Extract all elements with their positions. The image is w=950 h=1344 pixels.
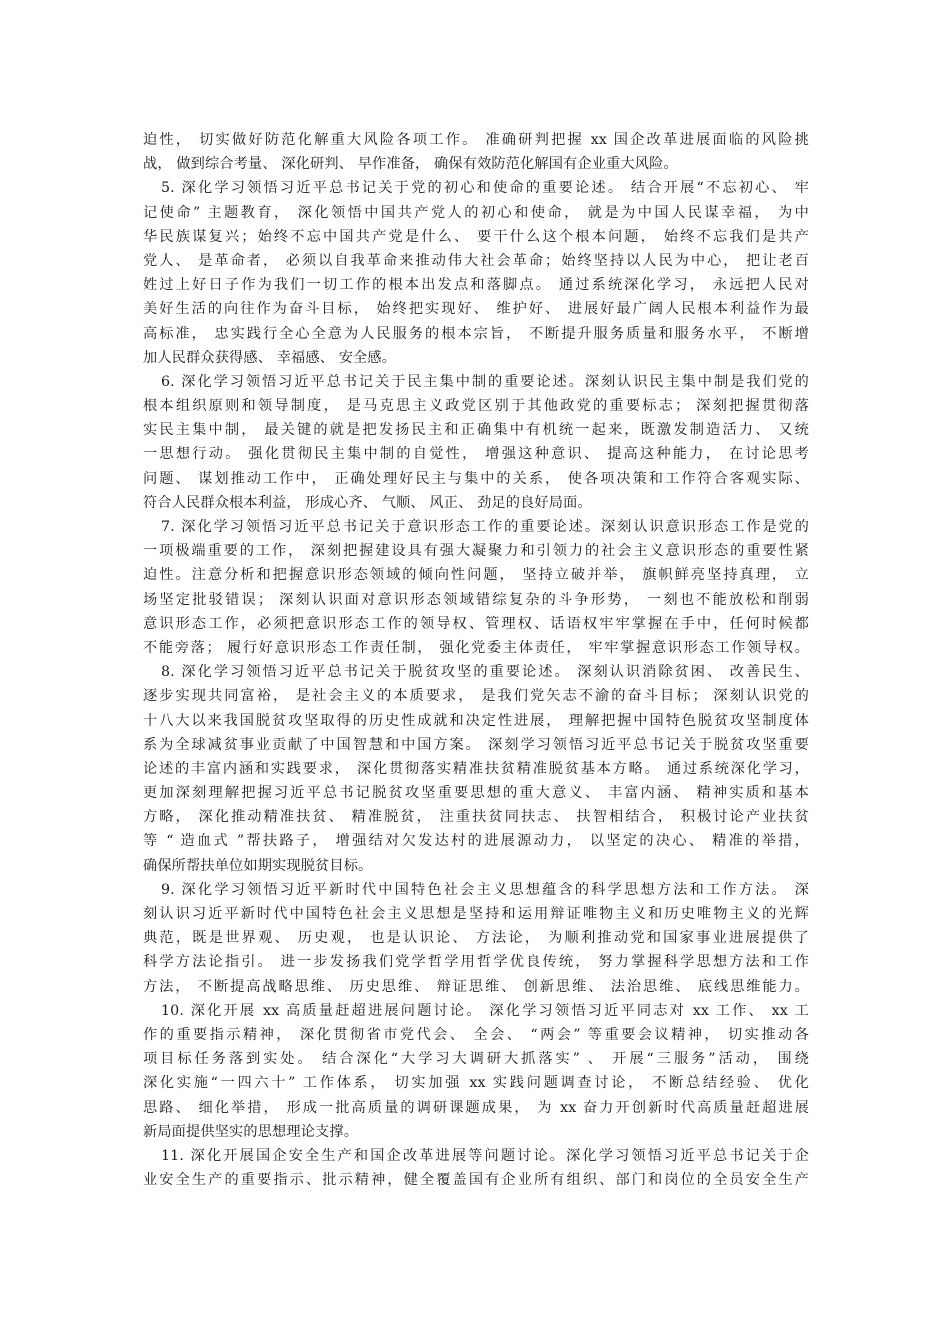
text-line: 战， 做到综合考量、 深化研判、 早作准备， 确保有效防范化解国有企业重大风险。 [143, 156, 678, 173]
text-line: 8. 深化学习领悟习近平总书记关于脱贫攻坚的重要论述。 深刻认识消除贫困、 改善民生、 [161, 664, 809, 681]
text-line: 典范，既是世界观、 历史观， 也是认识论、 方法论， 为顺利推动党和国家事业进展提供了 [143, 930, 809, 947]
text-line: 思路、 细化举措， 形成一批高质量的调研课题成果， 为 xx 奋力开创新时代高质量赶超进展 [143, 1099, 809, 1116]
text-line: 业安全生产的重要指示、批示精神，健全覆盖国有企业所有组织、部门和岗位的全员安全生产 [143, 1172, 809, 1189]
text-line: 6. 深化学习领悟习近平总书记关于民主集中制的重要论述。深刻认识民主集中制是我们党的 [161, 373, 809, 390]
text-line: 迫性， 切实做好防范化解重大风险各项工作。 准确研判把握 xx 国企改革进展面临的风险挑 [143, 132, 809, 148]
text-line: 7. 深化学习领悟习近平总书记关于意识形态工作的重要论述。深刻认识意识形态工作是党的 [161, 519, 809, 535]
text-line: 一思想行动。 强化贯彻民主集中制的自觉性， 增强这种意识、 提高这种能力， 在讨论思考 [143, 446, 809, 463]
text-line: 场坚定批驳错误； 深刻认识面对意识形态领域错综复杂的斗争形势， 一刻也不能放松和削弱 [143, 591, 809, 608]
text-line: 9. 深化学习领悟习近平新时代中国特色社会主义思想蕴含的科学思想方法和工作方法。 深 [161, 881, 809, 898]
text-line: 深化实施“一四六十” 工作体系， 切实加强 xx 实践问题调查讨论， 不断总结经验、 优化 [143, 1075, 809, 1092]
text-line: 意识形态工作，必须把意识形态工作的领导权、管理权、话语权牢牢掌握在手中，任何时候都 [143, 615, 809, 632]
text-line: 一项极端重要的工作， 深刻把握建设具有强大凝聚力和引领力的社会主义意识形态的重要性紧 [143, 543, 809, 560]
text-line: 等 “ 造血式 ”帮扶路子， 增强结对欠发达村的进展源动力， 以坚定的决心、 精准的举措， [143, 833, 809, 850]
text-line: 刻认识习近平新时代中国特色社会主义思想是坚持和运用辩证唯物主义和历史唯物主义的光辉 [143, 906, 809, 922]
text-line: 科学方法论指引。 进一步发扬我们党学哲学用哲学优良传统， 努力掌握科学思想方法和工作 [143, 954, 809, 971]
text-line: 11. 深化开展国企安全生产和国企改革进展等问题讨论。深化学习领悟习近平总书记关于企 [161, 1147, 809, 1164]
text-line: 项目标任务落到实处。 结合深化“大学习大调研大抓落实” 、 开展“三服务”活动， 围绕 [143, 1051, 809, 1068]
text-line: 实民主集中制， 最关键的就是把发扬民主和正确集中有机统一起来，既激发制造活力、 又统 [143, 422, 809, 439]
text-line: 记使命” 主题教育， 深化领悟中国共产党人的初心和使命， 就是为中国人民谋幸福， 为中 [143, 204, 809, 221]
text-line: 系为全球减贫事业贡献了中国智慧和中国方案。 深刻学习领悟习近平总书记关于脱贫攻坚重要 [143, 736, 809, 753]
text-line: 逐步实现共同富裕， 是社会主义的本质要求， 是我们党矢志不渝的奋斗目标； 深刻认识党的 [143, 688, 809, 705]
text-line: 5. 深化学习领悟习近平总书记关于党的初心和使命的重要论述。 结合开展“不忘初心、 牢 [161, 180, 809, 197]
text-line: 华民族谋复兴；始终不忘中国共产党是什么、 要干什么这个根本问题， 始终不忘我们是共产 [143, 228, 809, 245]
text-line: 根本组织原则和领导制度， 是马克思主义政党区别于其他政党的重要标志； 深刻把握贯彻落 [143, 398, 809, 415]
text-line: 迫性。注意分析和把握意识形态领域的倾向性问题， 坚持立破并举， 旗帜鲜亮坚持真理， 立 [143, 567, 809, 584]
text-line: 高标准， 忠实践行全心全意为人民服务的根本宗旨， 不断提升服务质量和服务水平， 不断增 [143, 325, 809, 342]
text-line: 10. 深化开展 xx 高质量赶超进展问题讨论。 深化学习领悟习近平同志对 xx 工作、 xx 工 [161, 1002, 809, 1019]
text-line: 更加深刻理解把握习近平总书记脱贫攻坚重要思想的重大意义、 丰富内涵、 精神实质和基本 [143, 785, 809, 802]
document-page [143, 128, 809, 1192]
text-line: 论述的丰富内涵和实践要求， 深化贯彻落实精准扶贫精准脱贫基本方略。 通过系统深化学习， [143, 760, 809, 777]
text-line: 新局面提供坚实的思想理论支撑。 [143, 1123, 359, 1140]
text-line: 问题、 谋划推动工作中， 正确处理好民主与集中的关系， 使各项决策和工作符合客观实际、 [143, 470, 809, 487]
text-line: 不能旁落； 履行好意识形态工作责任制， 强化党委主体责任， 牢牢掌握意识形态工作领导权。 [143, 639, 809, 656]
text-line: 党人、 是革命者， 必须以自我革命来推动伟大社会革命；始终坚持以人民为中心， 把让老百 [143, 252, 809, 269]
text-line: 加人民群众获得感、 幸福感、 安全感。 [143, 349, 397, 366]
text-line: 美好生活的向往作为奋斗目标， 始终把实现好、 维护好、 进展好最广阔人民根本利益作为最 [143, 301, 809, 318]
text-line: 确保所帮扶单位如期实现脱贫目标。 [143, 857, 373, 874]
text-line: 符合人民群众根本利益， 形成心齐、 气顺、 风正、 劲足的良好局面。 [143, 494, 592, 511]
text-line: 作的重要指示精神， 深化贯彻省市党代会、 全会、 “两会” 等重要会议精神， 切实推动各 [143, 1026, 809, 1043]
text-line: 十八大以来我国脱贫攻坚取得的历史性成就和决定性进展， 理解把握中国特色脱贫攻坚制度体 [143, 712, 809, 729]
text-line: 方略， 深化推动精准扶贫、 精准脱贫， 注重扶贫同扶志、 扶智相结合， 积极讨论产业扶贫 [143, 809, 809, 826]
text-line: 姓过上好日子作为我们一切工作的根本出发点和落脚点。 通过系统深化学习， 永远把人民对 [143, 277, 809, 294]
text-line: 方法， 不断提高战略思维、 历史思维、 辩证思维、 创新思维、 法治思维、 底线思维能力。 [143, 978, 809, 995]
